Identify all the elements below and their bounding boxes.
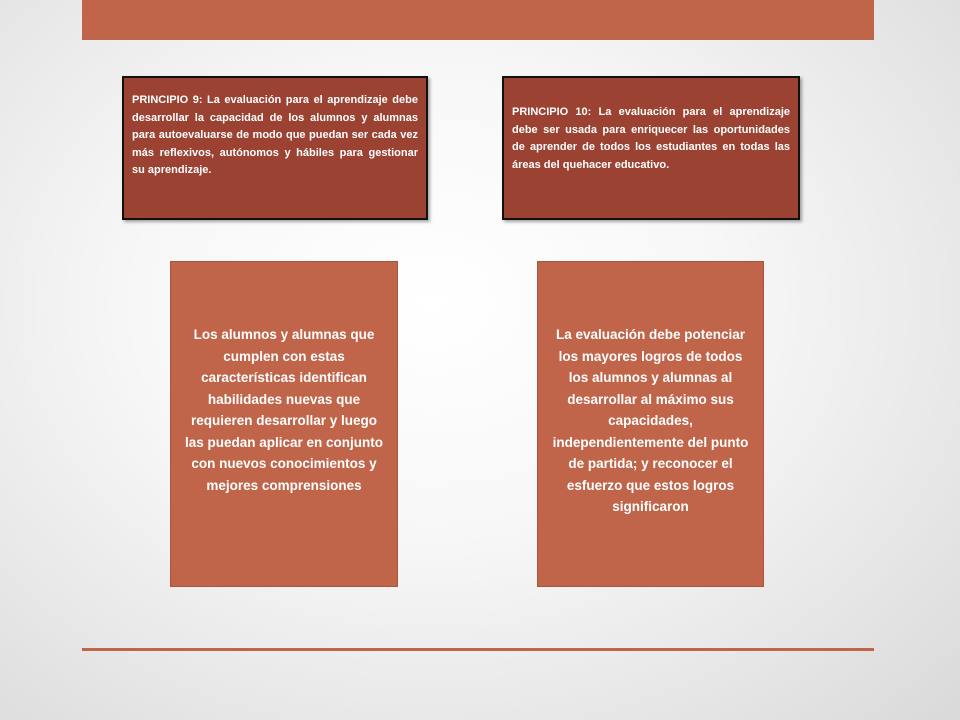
principle-10-description-box: [537, 261, 764, 587]
bottom-accent-rule: [82, 648, 874, 651]
top-accent-band: [82, 0, 874, 40]
principle-10-text: PRINCIPIO 10: La evaluación para el aprendizaje debe ser usada para enriquecer las oportunidades de aprender de todos los estudiantes en todas las áreas del quehacer educativo.: [512, 106, 790, 171]
principle-9-box: [122, 76, 428, 220]
principle-9-description-box: [170, 261, 398, 587]
principle-9-text: PRINCIPIO 9: La evaluación para el aprendizaje debe desarrollar la capacidad de los alumnos y alumnas para autoevaluarse de modo que puedan ser cada vez más reflexivos, autónomos y hábiles para gestionar su aprendizaje.: [132, 94, 418, 176]
principle-9-description-text: Los alumnos y alumnas que cumplen con estas características identifican habilidades nuevas que requieren desarrollar y luego las puedan aplicar en conjunto con nuevos conocimientos y mejores comprensiones: [184, 327, 384, 493]
principle-10-box: [502, 76, 800, 220]
principle-10-description-text: La evaluación debe potenciar los mayores logros de todos los alumnos y alumnas al desarrollar al máximo sus capacidades, independientemente del punto de partida; y reconocer el esfuerzo que estos logros significaron: [552, 327, 749, 514]
